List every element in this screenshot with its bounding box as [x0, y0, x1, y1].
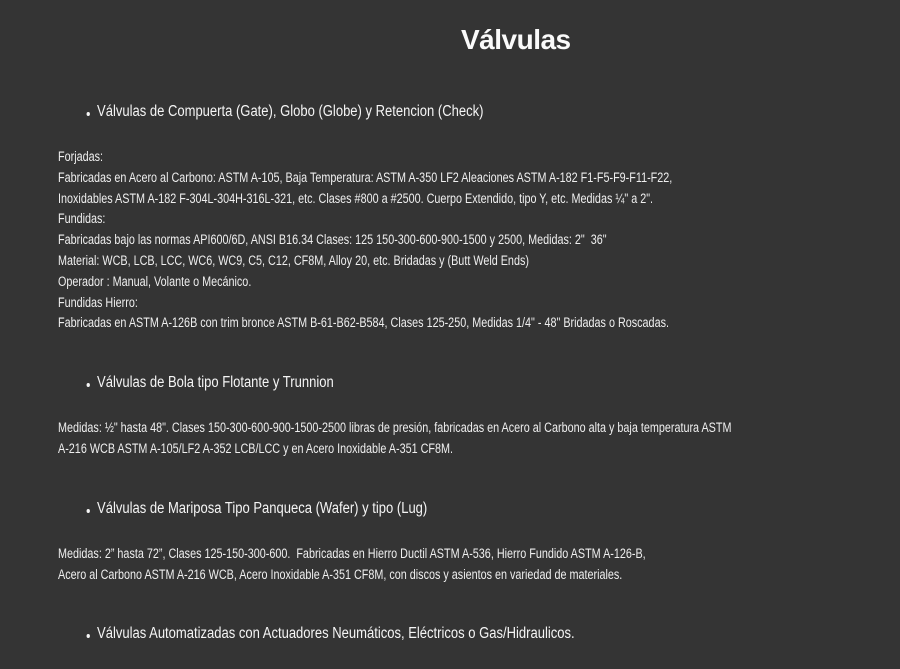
section-heading — [58, 476, 765, 542]
bullet-icon — [87, 634, 90, 638]
text-line: Inoxidables ASTM A-182 F-304L-304H-316L-321, etc. Clases #800 a #2500. Cuerpo Extendido, tipo Y, etc. Medidas ¼" a 2". — [58, 190, 654, 206]
content-area — [58, 79, 900, 669]
section-heading — [58, 601, 765, 667]
section-mariposa-wafer-lug — [58, 476, 900, 586]
text-line: Medidas: ½" hasta 48". Clases 150-300-600-900-1500-2500 libras de presión, fabricadas en Acero al Carbono alta y baja temperatura ASTM — [58, 420, 732, 436]
text-line: Material: WCB, LCB, LCC, WC6, WC9, C5, C12, CF8M, Alloy 20, etc. Bridadas y (Butt Weld Ends) — [58, 252, 529, 268]
bullet-icon — [87, 383, 90, 387]
text-line: Fundidas Hierro: — [58, 294, 138, 310]
section-heading-text: Válvulas de Bola tipo Flotante y Trunnion — [97, 374, 334, 392]
text-line: A-216 WCB ASTM A-105/LF2 A-352 LCB/LCC y en Acero Inoxidable A-351 CF8M. — [58, 440, 453, 456]
text-line: Medidas: 2” hasta 72”, Clases 125-150-300-600. Fabricadas en Hierro Ductil ASTM A-536, Hierro Fundido ASTM A-126-B, — [58, 545, 646, 561]
text-line: Fabricadas en ASTM A-126B con trim bronce ASTM B-61-B62-B584, Clases 125-250, Medidas 1/4" - 48" Bridadas o Roscadas. — [58, 315, 669, 331]
section-heading-text: Válvulas de Compuerta (Gate), Globo (Globe) y Retencion (Check) — [97, 103, 484, 120]
section-bola-flotante-trunnion — [58, 350, 900, 460]
text-line: Fabricadas bajo las normas API600/6D, ANSI B16.34 Clases: 125 150-300-600-900-1500 y 2500, Medidas: 2" 36" — [58, 232, 607, 248]
section-compuerta-globo-retencion — [58, 79, 900, 334]
text-line: Forjadas: — [58, 149, 104, 164]
section-heading-text: Válvulas de Mariposa Tipo Panqueca (Wafer) y tipo (Lug) — [97, 499, 428, 517]
bullet-icon — [87, 112, 90, 116]
section-heading-text: Válvulas Automatizadas con Actuadores Neumáticos, Eléctricos o Gas/Hidraulicos. — [97, 625, 575, 643]
section-heading — [58, 79, 765, 145]
section-automatizadas — [58, 601, 900, 667]
text-line: Operador : Manual, Volante o Mecánico. — [58, 273, 252, 289]
bullet-icon — [87, 509, 90, 513]
text-line: Fundidas: — [58, 211, 106, 227]
text-line: Fabricadas en Acero al Carbono: ASTM A-105, Baja Temperatura: ASTM A-350 LF2 Aleaciones ASTM A-182 F1-F5-F9-F11-F22, — [58, 169, 673, 185]
page-title: Válvulas — [461, 24, 571, 55]
text-line: Acero al Carbono ASTM A-216 WCB, Acero Inoxidable A-351 CF8M, con discos y asientos en variedad de materiales. — [58, 566, 623, 582]
section-heading — [58, 350, 765, 416]
